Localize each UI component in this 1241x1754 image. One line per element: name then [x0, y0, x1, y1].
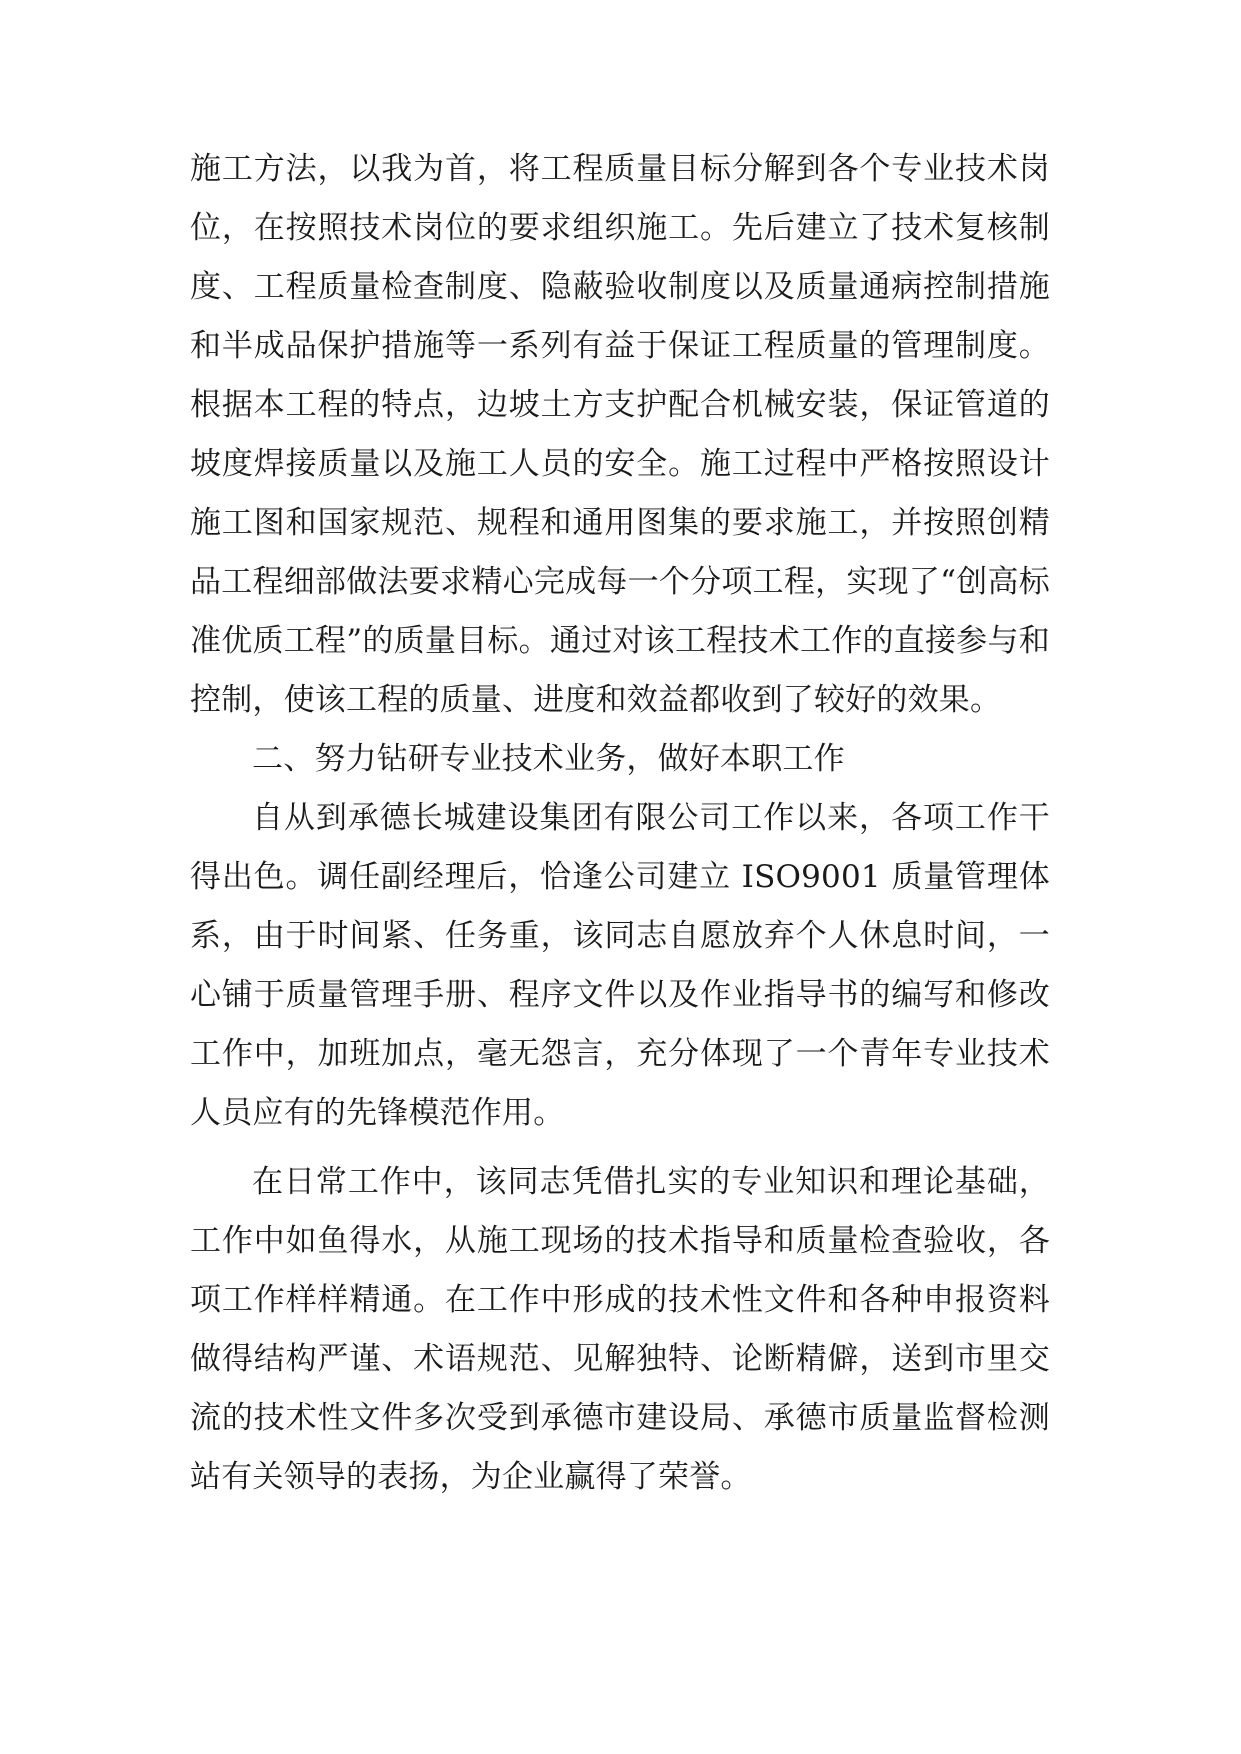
paragraph-continuation: 施工方法，以我为首，将工程质量目标分解到各个专业技术岗位，在按照技术岗位的要求组织施工。先后建立了技术复核制度、工程质量检查制度、隐蔽验收制度以及质量通病控制措施和半成品保护措施等一系列有益于保证工程质量的管理制度。根据本工程的特点，边坡土方支护配合机械安装，保证管道的坡度焊接质量以及施工人员的安全。施工过程中严格按照设计施工图和国家规范、规程和通用图集的要求施工，并按照创精品工程细部做法要求精心完成每一个分项工程，实现了“创高标准优质工程”的质量目标。通过对该工程技术工作的直接参与和控制，使该工程的质量、进度和效益都收到了较好的效果。 — [190, 151, 1050, 718]
paragraph-work-history: 自从到承德长城建设集团有限公司工作以来，各项工作干得出色。调任副经理后，恰逢公司建立 ISO9001 质量管理体系，由于时间紧、任务重，该同志自愿放弃个人休息时间，一心铺于质量管理手册、程序文件以及作业指导书的编写和修改工作中，加班加点，毫无怨言，充分体现了一个青年专业技术人员应有的先锋模范作用。 — [190, 800, 1050, 1131]
document-body — [190, 140, 1050, 1507]
paragraph-daily-work: 在日常工作中，该同志凭借扎实的专业知识和理论基础，工作中如鱼得水，从施工现场的技术指导和质量检查验收，各项工作样样精通。在工作中形成的技术性文件和各种申报资料做得结构严谨、术语规范、见解独特、论断精僻，送到市里交流的技术性文件多次受到承德市建设局、承德市质量监督检测站有关领导的表扬，为企业赢得了荣誉。 — [190, 1164, 1050, 1495]
section-heading: 二、努力钻研专业技术业务，做好本职工作 — [252, 741, 845, 777]
